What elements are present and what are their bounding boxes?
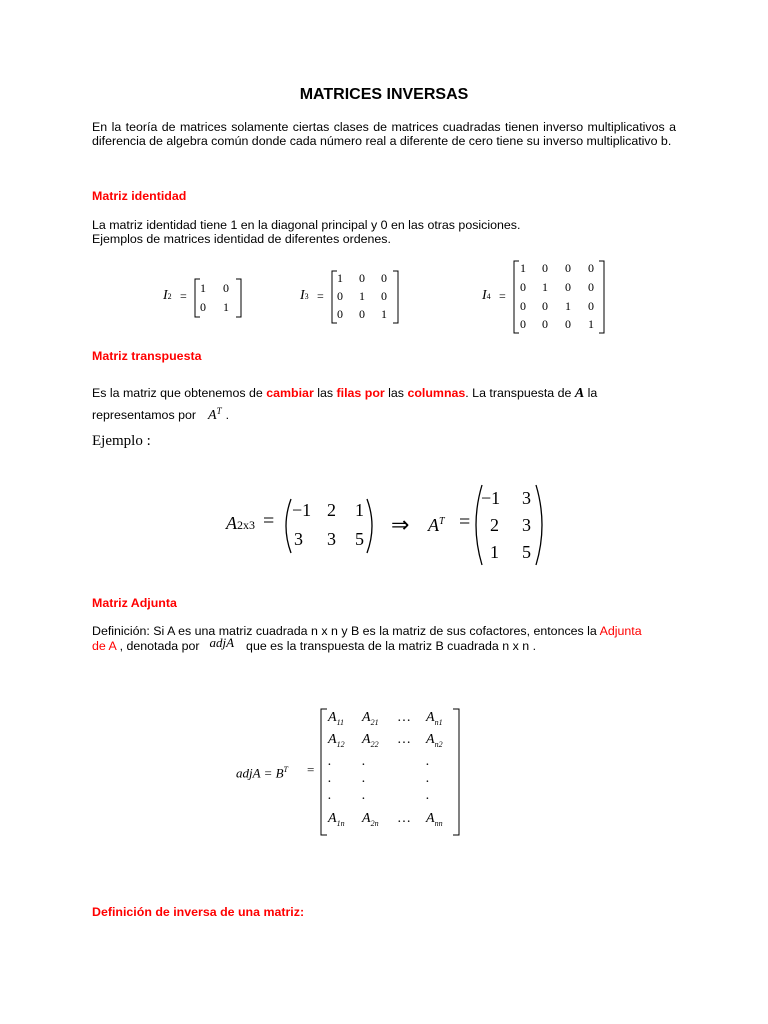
i4-cell: 0 [520,280,526,294]
adj-equals: = [307,762,315,777]
adj-cell-sub: 2n [370,818,379,828]
heading-matriz-identidad: Matriz identidad [92,189,187,203]
i2-sub: 2 [167,292,172,301]
i4-cell: 0 [565,280,571,294]
identidad-line2: Ejemplos de matrices identidad de diferentes ordenes. [92,232,391,246]
adj-cell-base: . [362,754,366,769]
a2x3-cell: 3 [327,529,336,549]
heading-matriz-adjunta: Matriz Adjunta [92,596,177,610]
text-run: , denotada por [116,639,200,653]
at-letter: A [428,515,439,535]
matrix-i3 [300,270,410,324]
i2-cell: 0 [223,281,229,295]
highlight-de-a: de A [92,639,117,653]
heading-definicion-inversa: Definición de inversa de una matriz: [92,905,305,919]
adj-cell-base: … [398,811,411,826]
adj-cell-base: A [362,732,371,747]
i4-cell: 0 [565,317,571,331]
i3-cell: 1 [337,271,343,285]
text-run: . La transpuesta de [465,386,575,400]
i2-letter: I [163,288,168,303]
adj-cell [398,733,410,747]
adj-cell-sub: n2 [434,739,443,749]
at-cell: 2 [490,515,499,535]
adj-cell [328,711,344,730]
implies-arrow: ⇒ [391,512,410,537]
a2x3-cell: −1 [292,500,312,520]
highlight-adjunta: Adjunta [599,624,642,638]
i4-cell: 1 [565,299,571,313]
at-cell: 3 [522,515,531,535]
i4-cell: 1 [588,317,594,331]
i3-cell: 0 [359,307,365,321]
i3-cell: 0 [381,271,387,285]
text-run: Es la matriz que obtenemos de [92,386,267,400]
adj-cell-sub: 22 [370,739,379,749]
adj-cell [426,772,430,786]
adj-cell [362,812,379,831]
adj-cell [398,812,410,826]
adj-cell-base: A [328,811,337,826]
i3-equals: = [317,289,324,303]
transpuesta-paragraph-line1 [92,386,692,401]
i2-cell: 0 [200,300,206,314]
adj-cell [426,755,430,769]
adj-cell [426,733,443,752]
ejemplo-label: Ejemplo : [92,433,151,449]
matrix-adjunta [236,708,466,836]
i4-cell: 0 [565,261,571,275]
adj-cell [328,812,345,831]
highlight-filas-por: filas por [336,386,385,400]
adj-cell-base: … [398,732,411,747]
adj-cell [426,711,443,730]
i4-cell: 1 [520,261,526,275]
text-run: Definición: Si A es una matriz cuadrada n x n y B es la matriz de sus cofactores, entonces la [92,624,600,638]
i4-cell: 0 [520,299,526,313]
adj-cell [426,789,430,803]
adj-cell [328,772,332,786]
i4-letter: I [482,288,487,303]
at-cell: 1 [490,542,499,562]
at-equals: = [459,511,471,533]
adj-cell-base: A [362,811,371,826]
heading-matriz-transpuesta: Matriz transpuesta [92,349,202,363]
adj-cell-base: A [328,732,337,747]
a2x3-cell: 1 [355,500,364,520]
i2-cell: 1 [200,281,206,295]
adj-cell-base: . [328,754,332,769]
i2-equals: = [180,289,187,303]
symbol-t-sup: T [216,406,222,416]
symbol-a: A [574,386,585,401]
matrix-a-transpose [428,484,548,566]
adj-cell-sub: 11 [336,717,344,727]
symbol-adja: adjA [209,635,235,650]
adj-cell [398,711,410,725]
page-title: MATRICES INVERSAS [299,86,469,103]
adj-cell-base: . [362,788,366,803]
adj-cell [328,755,332,769]
adj-cell-base: A [426,732,435,747]
at-cell: −1 [481,488,501,508]
adj-cell [362,772,366,786]
adj-cell-base: A [426,710,435,725]
adj-cell-base: . [426,754,430,769]
a2x3-name [226,513,255,535]
a2x3-cell: 5 [355,529,364,549]
adj-cell-base: A [426,811,435,826]
i4-cell: 1 [542,280,548,294]
matrix-i2 [160,278,250,318]
adj-cell-base: … [398,710,411,725]
adj-cell [426,812,443,831]
i3-cell: 1 [359,289,365,303]
matrix-i4 [482,260,612,334]
i4-cell: 0 [542,299,548,313]
adj-cell-base: . [328,788,332,803]
adj-cell-sub: 21 [370,717,379,727]
text-run: las [313,386,337,400]
adj-cell [362,733,379,752]
symbol-a: A [208,408,217,424]
adj-cell-base: . [426,788,430,803]
i4-cell: 0 [542,261,548,275]
adjunta-paragraph-line1 [92,624,692,638]
i4-cell: 0 [588,261,594,275]
text-run: . [225,408,230,423]
adj-cell [362,711,379,730]
a2x3-cell: 3 [294,529,303,549]
adj-cell [362,755,366,769]
i4-cell: 0 [542,317,548,331]
i2-name [163,289,172,304]
i4-cell: 0 [520,317,526,331]
adj-cell-sub: nn [434,818,443,828]
text-run: las [384,386,408,400]
i4-equals: = [499,289,506,303]
intro-paragraph: En la teoría de matrices solamente ciertas clases de matrices cuadradas tienen inverso multiplicativos a diferencia de algebra común donde cada número real a diferente de cero tiene su inverso multiplicativo b. [92,120,676,148]
i4-cell: 0 [588,280,594,294]
adj-lhs [236,763,288,780]
adj-cell-base: A [328,710,337,725]
adj-lhs-text: adjA = B [236,765,284,781]
adj-cell [328,733,345,752]
adj-cell-base: . [328,771,332,786]
a2x3-equals: = [263,510,275,532]
i4-name [482,289,491,304]
at-cell: 3 [522,488,531,508]
adj-cell [328,789,332,803]
a2x3-sub: 2x3 [237,518,255,532]
text-run: representamos por [92,408,196,423]
i2-cell: 1 [223,300,229,314]
adj-cell-base: . [426,771,430,786]
adj-cell-sub: 1n [336,818,345,828]
adj-cell-sub: 12 [336,739,345,749]
i3-cell: 0 [359,271,365,285]
highlight-cambiar: cambiar [266,386,314,400]
text-run: la [584,386,598,400]
i3-sub: 3 [304,292,309,301]
a2x3-letter: A [226,513,237,533]
i3-name [300,289,309,304]
i3-cell: 1 [381,307,387,321]
text-run: que es la transpuesta de la matriz B cuadrada n x n . [246,639,537,653]
i3-cell: 0 [337,307,343,321]
transpuesta-paragraph-line2 [92,404,676,423]
matrix-a-2x3 [226,496,386,554]
a2x3-cell: 2 [327,500,336,520]
i4-sub: 4 [486,292,491,301]
at-name [428,512,445,535]
adj-cell-base: A [362,710,371,725]
at-sup: T [439,516,445,527]
adj-cell [362,789,366,803]
i3-letter: I [300,288,305,303]
i3-cell: 0 [337,289,343,303]
adj-cell-sub: n1 [434,717,443,727]
i3-cell: 0 [381,289,387,303]
adj-lhs-sup: T [283,765,288,774]
adj-cell-base: . [362,771,366,786]
highlight-columnas: columnas [407,386,466,400]
i4-cell: 0 [588,299,594,313]
identidad-line1: La matriz identidad tiene 1 en la diagonal principal y 0 en las otras posiciones. [92,218,521,232]
at-cell: 5 [522,542,531,562]
adjunta-paragraph-line2 [92,635,692,653]
